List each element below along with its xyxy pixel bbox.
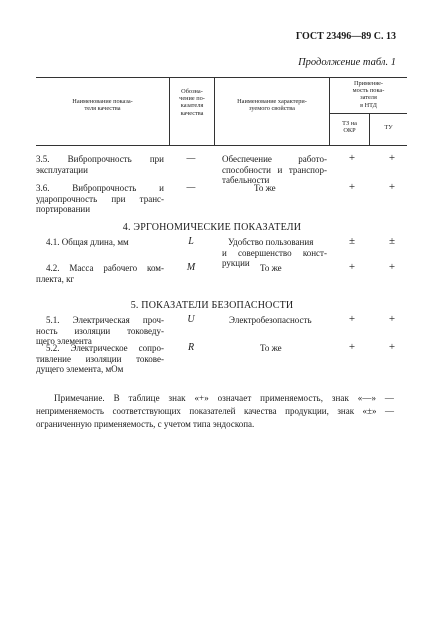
- applicability-subheader-rule: [329, 113, 407, 114]
- property-text: Электробезопасность: [229, 315, 312, 325]
- header-indicator-name: Наименование показа- теля качества: [72, 98, 133, 113]
- table-row: 5.2. Электрическое сопро- тивление изоляции токове- дущего элемента, мОм: [36, 343, 164, 374]
- indicator-symbol: M: [186, 262, 196, 273]
- applicability-tz: +: [348, 313, 356, 325]
- property-text: Удобство пользования и совершенство конст- рукции: [222, 237, 327, 268]
- header-applicability: Применяе- мость пока- зателя в НТД: [352, 80, 385, 109]
- table-footnote: Примечание. В таблице знак «+» означает применяемость, знак «—» — неприменяемость соответствующих показателей качества продукции, знак «±» — ограниченную применяемость, с учетом типа эндоскопа.: [36, 393, 394, 429]
- table-continuation-caption: Продолжение табл. 1: [298, 57, 396, 68]
- header-tu: ТУ: [384, 124, 393, 131]
- indicator-symbol: L: [188, 236, 194, 247]
- indicator-symbol: —: [186, 153, 196, 164]
- section-heading-ergonomic: 4. ЭРГОНОМИЧЕСКИЕ ПОКАЗАТЕЛИ: [122, 222, 302, 233]
- applicability-tu: +: [388, 181, 396, 193]
- applicability-tz: ±: [348, 235, 356, 247]
- applicability-tz: +: [348, 181, 356, 193]
- header-indicator-symbol: Обозна- чение по- казателя качества: [179, 88, 205, 117]
- table-row: 4.2. Масса рабочего ком- плекта, кг: [36, 263, 164, 284]
- table-top-rule: [36, 77, 407, 78]
- applicability-tz: +: [348, 341, 356, 353]
- table-row: 5.1. Электрическая проч- ность изоляции токоведу- щего элемента: [36, 315, 164, 346]
- header-property-name: Наименование характери- зуемого свойства: [237, 98, 307, 113]
- applicability-tu: +: [388, 152, 396, 164]
- applicability-tu: ±: [388, 235, 396, 247]
- property-text: То же: [260, 263, 282, 273]
- applicability-tu: +: [388, 341, 396, 353]
- indicator-symbol: —: [186, 182, 196, 193]
- indicator-symbol: R: [187, 342, 195, 353]
- page-header: ГОСТ 23496—89 С. 13: [295, 31, 396, 42]
- indicator-symbol: U: [187, 314, 195, 325]
- applicability-tu: +: [388, 261, 396, 273]
- table-row: 4.1. Общая длина, мм: [46, 237, 129, 247]
- property-text: То же: [260, 343, 282, 353]
- table-row: 3.5. Вибропрочность при эксплуатации: [36, 154, 164, 175]
- property-text: То же: [254, 183, 276, 193]
- applicability-tz: +: [348, 261, 356, 273]
- applicability-tu: +: [388, 313, 396, 325]
- applicability-tz: +: [348, 152, 356, 164]
- property-text: Обеспечение работо- способности и транспор- табельности: [222, 154, 327, 185]
- table-row: 3.6. Вибропрочность и ударопрочность при транс- портировании: [36, 183, 164, 214]
- header-tz-okr: ТЗ на ОКР: [342, 120, 357, 135]
- section-heading-safety: 5. ПОКАЗАТЕЛИ БЕЗОПАСНОСТИ: [130, 300, 294, 311]
- table-header-bottom-rule: [36, 145, 407, 146]
